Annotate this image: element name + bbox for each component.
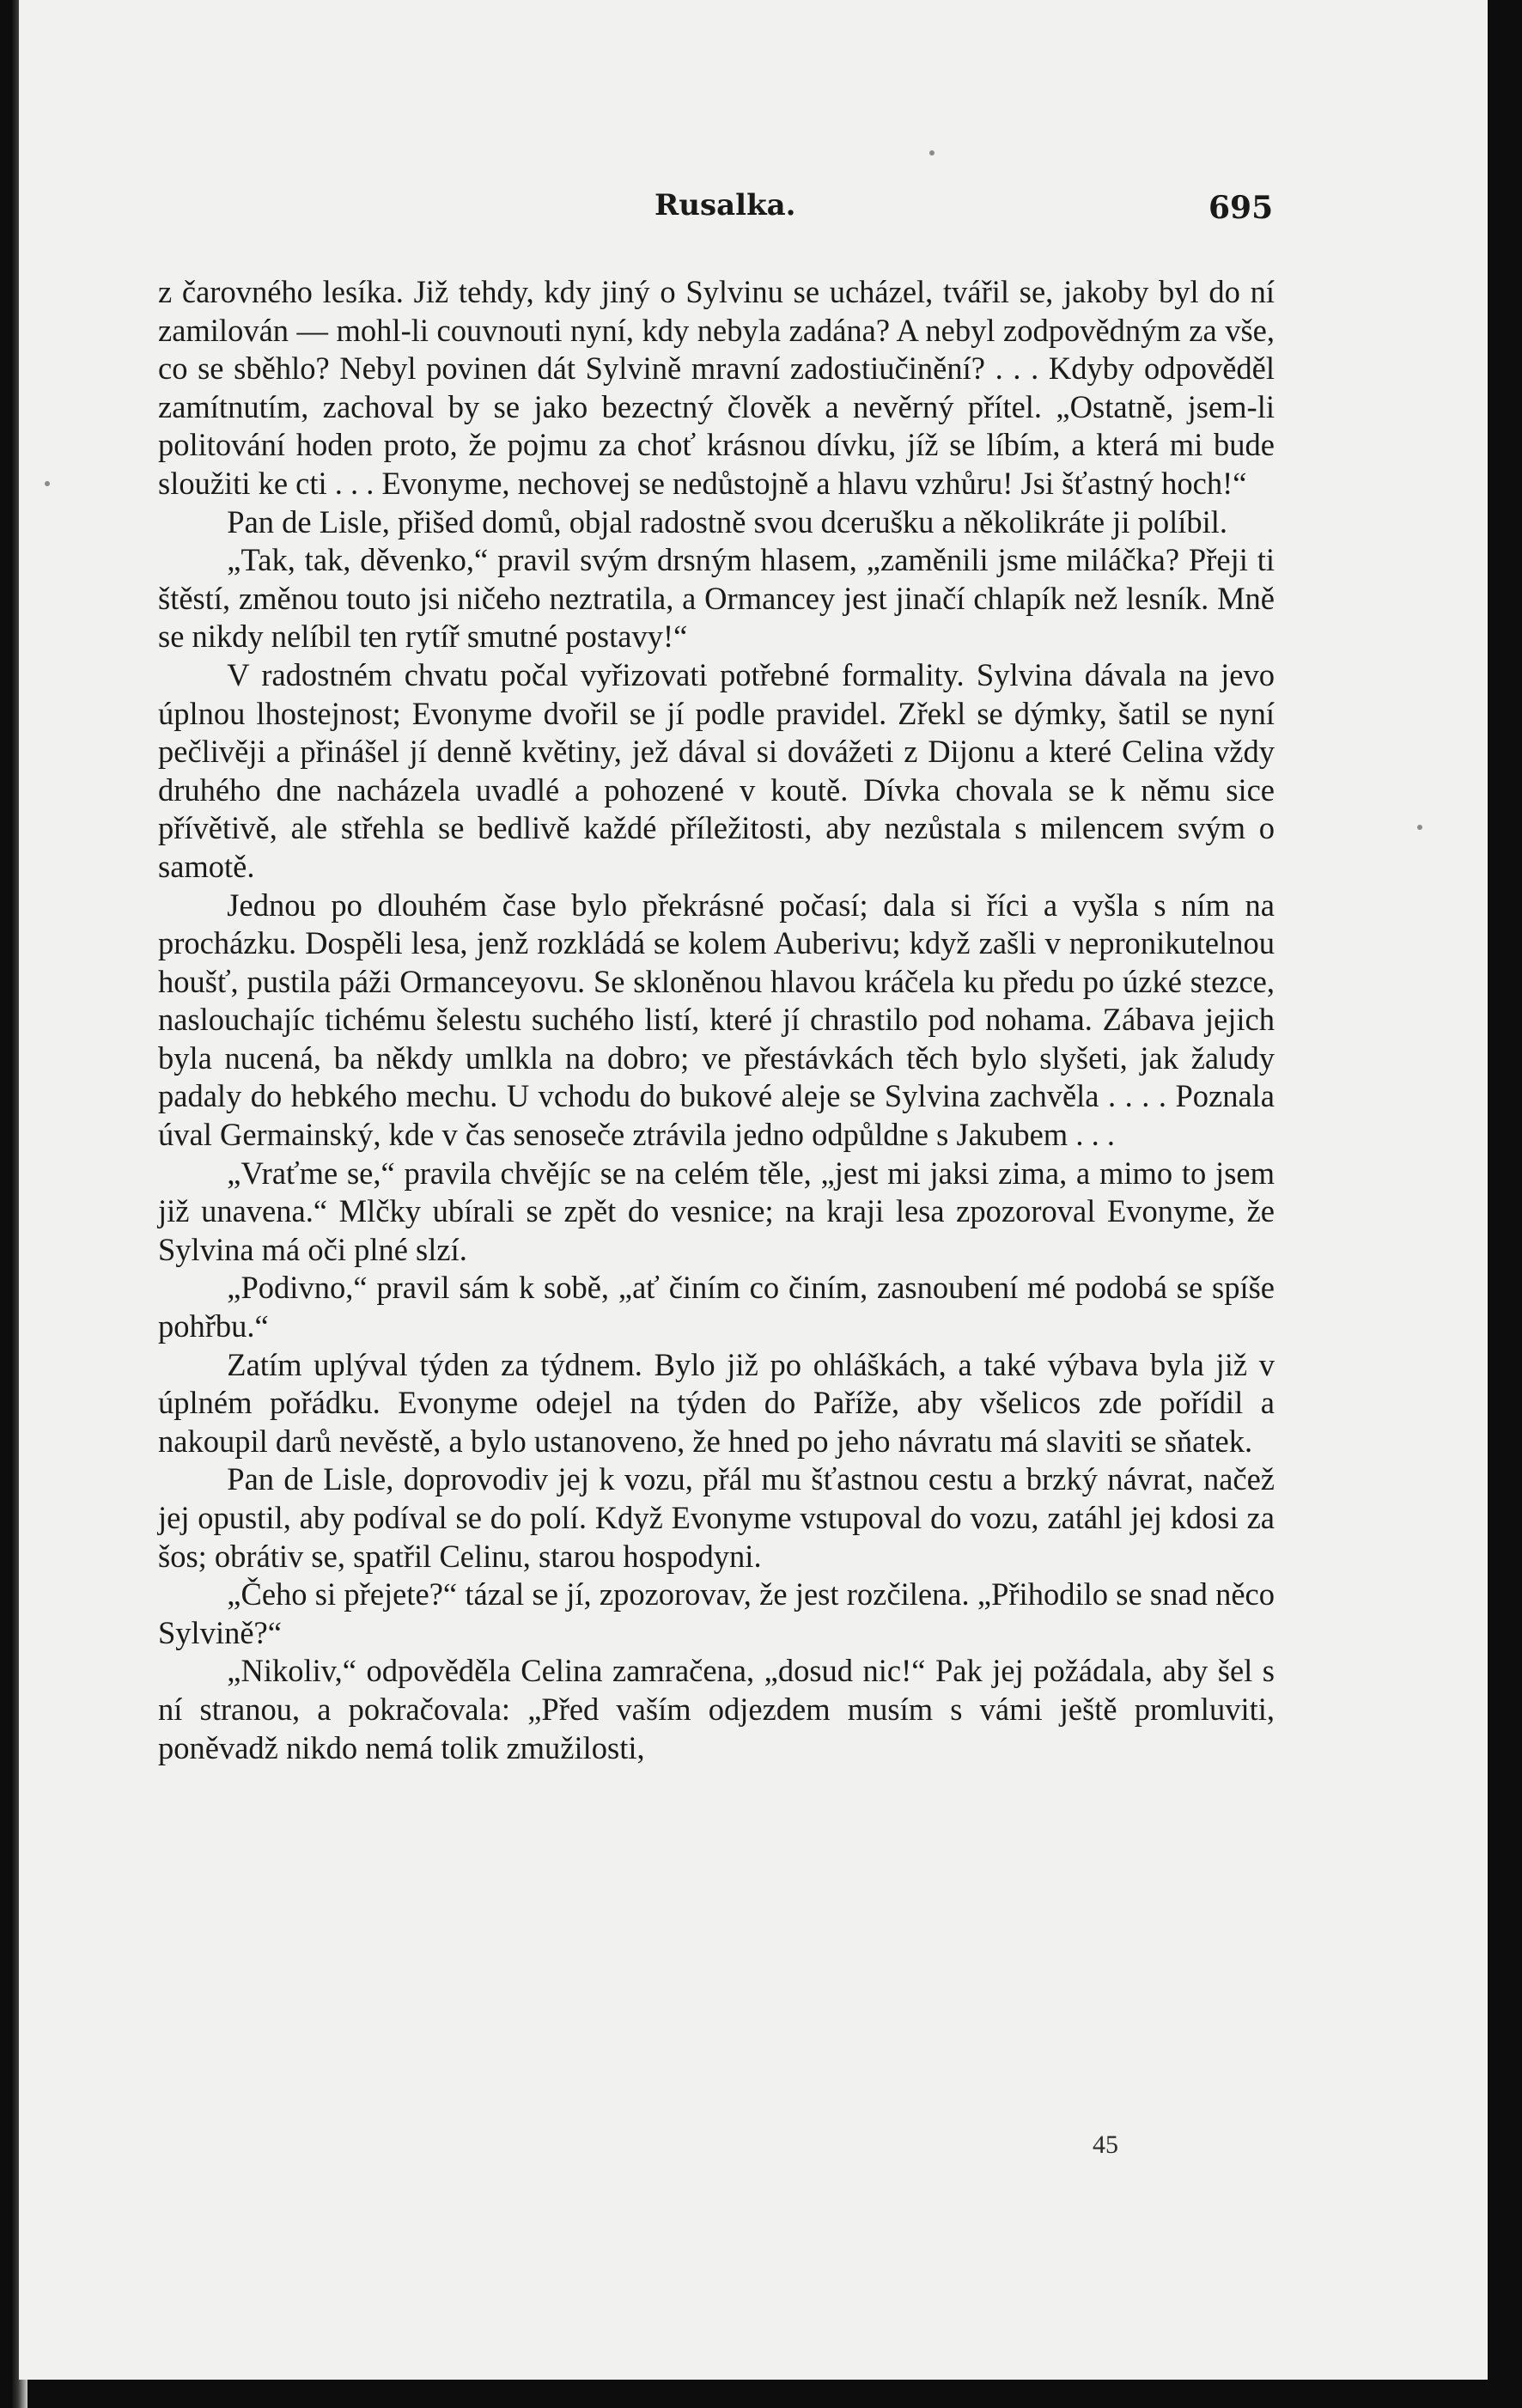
paragraph: „Vraťme se,“ pravila chvějíc se na celém těle, „jest mi jaksi zima, a mimo to jsem již unavena.“ Mlčky ubírali se zpět do vesnice; na kraji lesa zpozoroval Evonyme, že Sylvina má oči plné slzí.: [158, 1155, 1275, 1267]
paragraph: Pan de Lisle, doprovodiv jej k vozu, přál mu šťastnou cestu a brzký návrat, načež jej opustil, aby podíval se do polí. Když Evonyme vstupoval do vozu, zatáhl jej kdosi za šos; obrátiv se, spatřil Celinu, starou hospodyni.: [158, 1461, 1275, 1574]
page-number: 695: [1208, 190, 1274, 226]
paragraph: „Tak, tak, děvenko,“ pravil svým drsným hlasem, „zaměnili jsme miláčka? Přeji ti štěstí, změnou touto jsi ničeho neztratila, a Ormancey jest jinačí chlapík než lesník. Mně se nikdy nelíbil ten rytíř smutné postavy!“: [158, 542, 1275, 655]
body-text: [158, 273, 1275, 1767]
paragraph: „Podivno,“ pravil sám k sobě, „ať činím co činím, zasnoubení mé podobá se spíše pohřbu.“: [158, 1270, 1275, 1344]
paragraph: „Čeho si přejete?“ tázal se jí, zpozorovav, že jest rozčilena. „Přihodilo se snad něco Sylvině?“: [158, 1576, 1275, 1650]
running-title: Rusalka.: [654, 188, 796, 223]
page-header: [19, 185, 1488, 236]
paragraph: Pan de Lisle, přišed domů, objal radostně svou dcerušku a několikráte ji políbil.: [227, 503, 1228, 540]
paragraph: V radostném chvatu počal vyřizovati potřebné formality. Sylvina dávala na jevo úplnou lhostejnost; Evonyme dvořil se jí podle pravidel. Zřekl se dýmky, šatil se nyní pečlivěji a přinášel jí denně květiny, jež dával si dovážeti z Dijonu a které Celina vždy druhého dne nacházela uvadlé a pohozené v koutě. Dívka chovala se k němu sice přívětivě, ale střehla se bedlivě každé příležitosti, aby nezůstala s milencem svým o samotě.: [158, 656, 1275, 884]
paragraph: Zatím uplýval týden za týdnem. Bylo již po ohláškách, a také výbava byla již v úplném pořádku. Evonyme odejel na týden do Paříže, aby všelicos zde pořídil a nakoupil darů nevěstě, a bylo ustanoveno, že hned po jeho návratu má slaviti se sňatek.: [158, 1346, 1275, 1459]
paragraph: „Nikoliv,“ odpověděla Celina zamračena, „dosud nic!“ Pak jej požádala, aby šel s ní stranou, a pokračovala: „Před vaším odjezdem musím s vámi ještě promluviti, poněvadž nikdo nemá tolik zmužilosti,: [158, 1653, 1275, 1765]
book-page: [19, 0, 1488, 2380]
paragraph: Jednou po dlouhém čase bylo překrásné počasí; dala si říci a vyšla s ním na procházku. Dospěli lesa, jenž rozkládá se kolem Auberivu; když zašli v nepronikutelnou houšť, pustila páži Ormanceyovu. Se skloněnou hlavou kráčela ku předu po úzké stezce, naslouchajíc tichému šelestu suchého listí, které jí chrastilo pod nohama. Zábava jejich byla nucená, ba někdy umlkla na dobro; ve přestávkách těch bylo slyšeti, jak žaludy padaly do hebkého mechu. U vchodu do bukové aleje se Sylvina zachvěla . . . . Poznala úval Germainský, kde v čas senoseče ztrávila jedno odpůldne s Jakubem . . .: [158, 887, 1275, 1153]
paper-speck: [1417, 825, 1422, 830]
paragraph: z čarovného lesíka. Již tehdy, kdy jiný o Sylvinu se ucházel, tvářil se, jakoby byl do ní zamilován — mohl-li couvnouti nyní, kdy nebyla zadána? A nebyl zodpovědným za vše, co se sběhlo? Nebyl povinen dát Sylvině mravní zadostiučinění? . . . Kdyby odpověděl zamítnutím, zachoval by se jako bezectný člověk a nevěrný přítel. „Ostatně, jsem-li politování hoden proto, že pojmu za choť krásnou dívku, jíž se líbím, a která mi bude sloužiti ke cti . . . Evonyme, nechovej se nedůstojně a hlavu vzhůru! Jsi šťastný hoch!“: [158, 274, 1275, 501]
printer-signature-mark: 45: [1093, 2131, 1118, 2159]
paper-speck: [45, 481, 50, 486]
paper-speck: [929, 150, 935, 155]
